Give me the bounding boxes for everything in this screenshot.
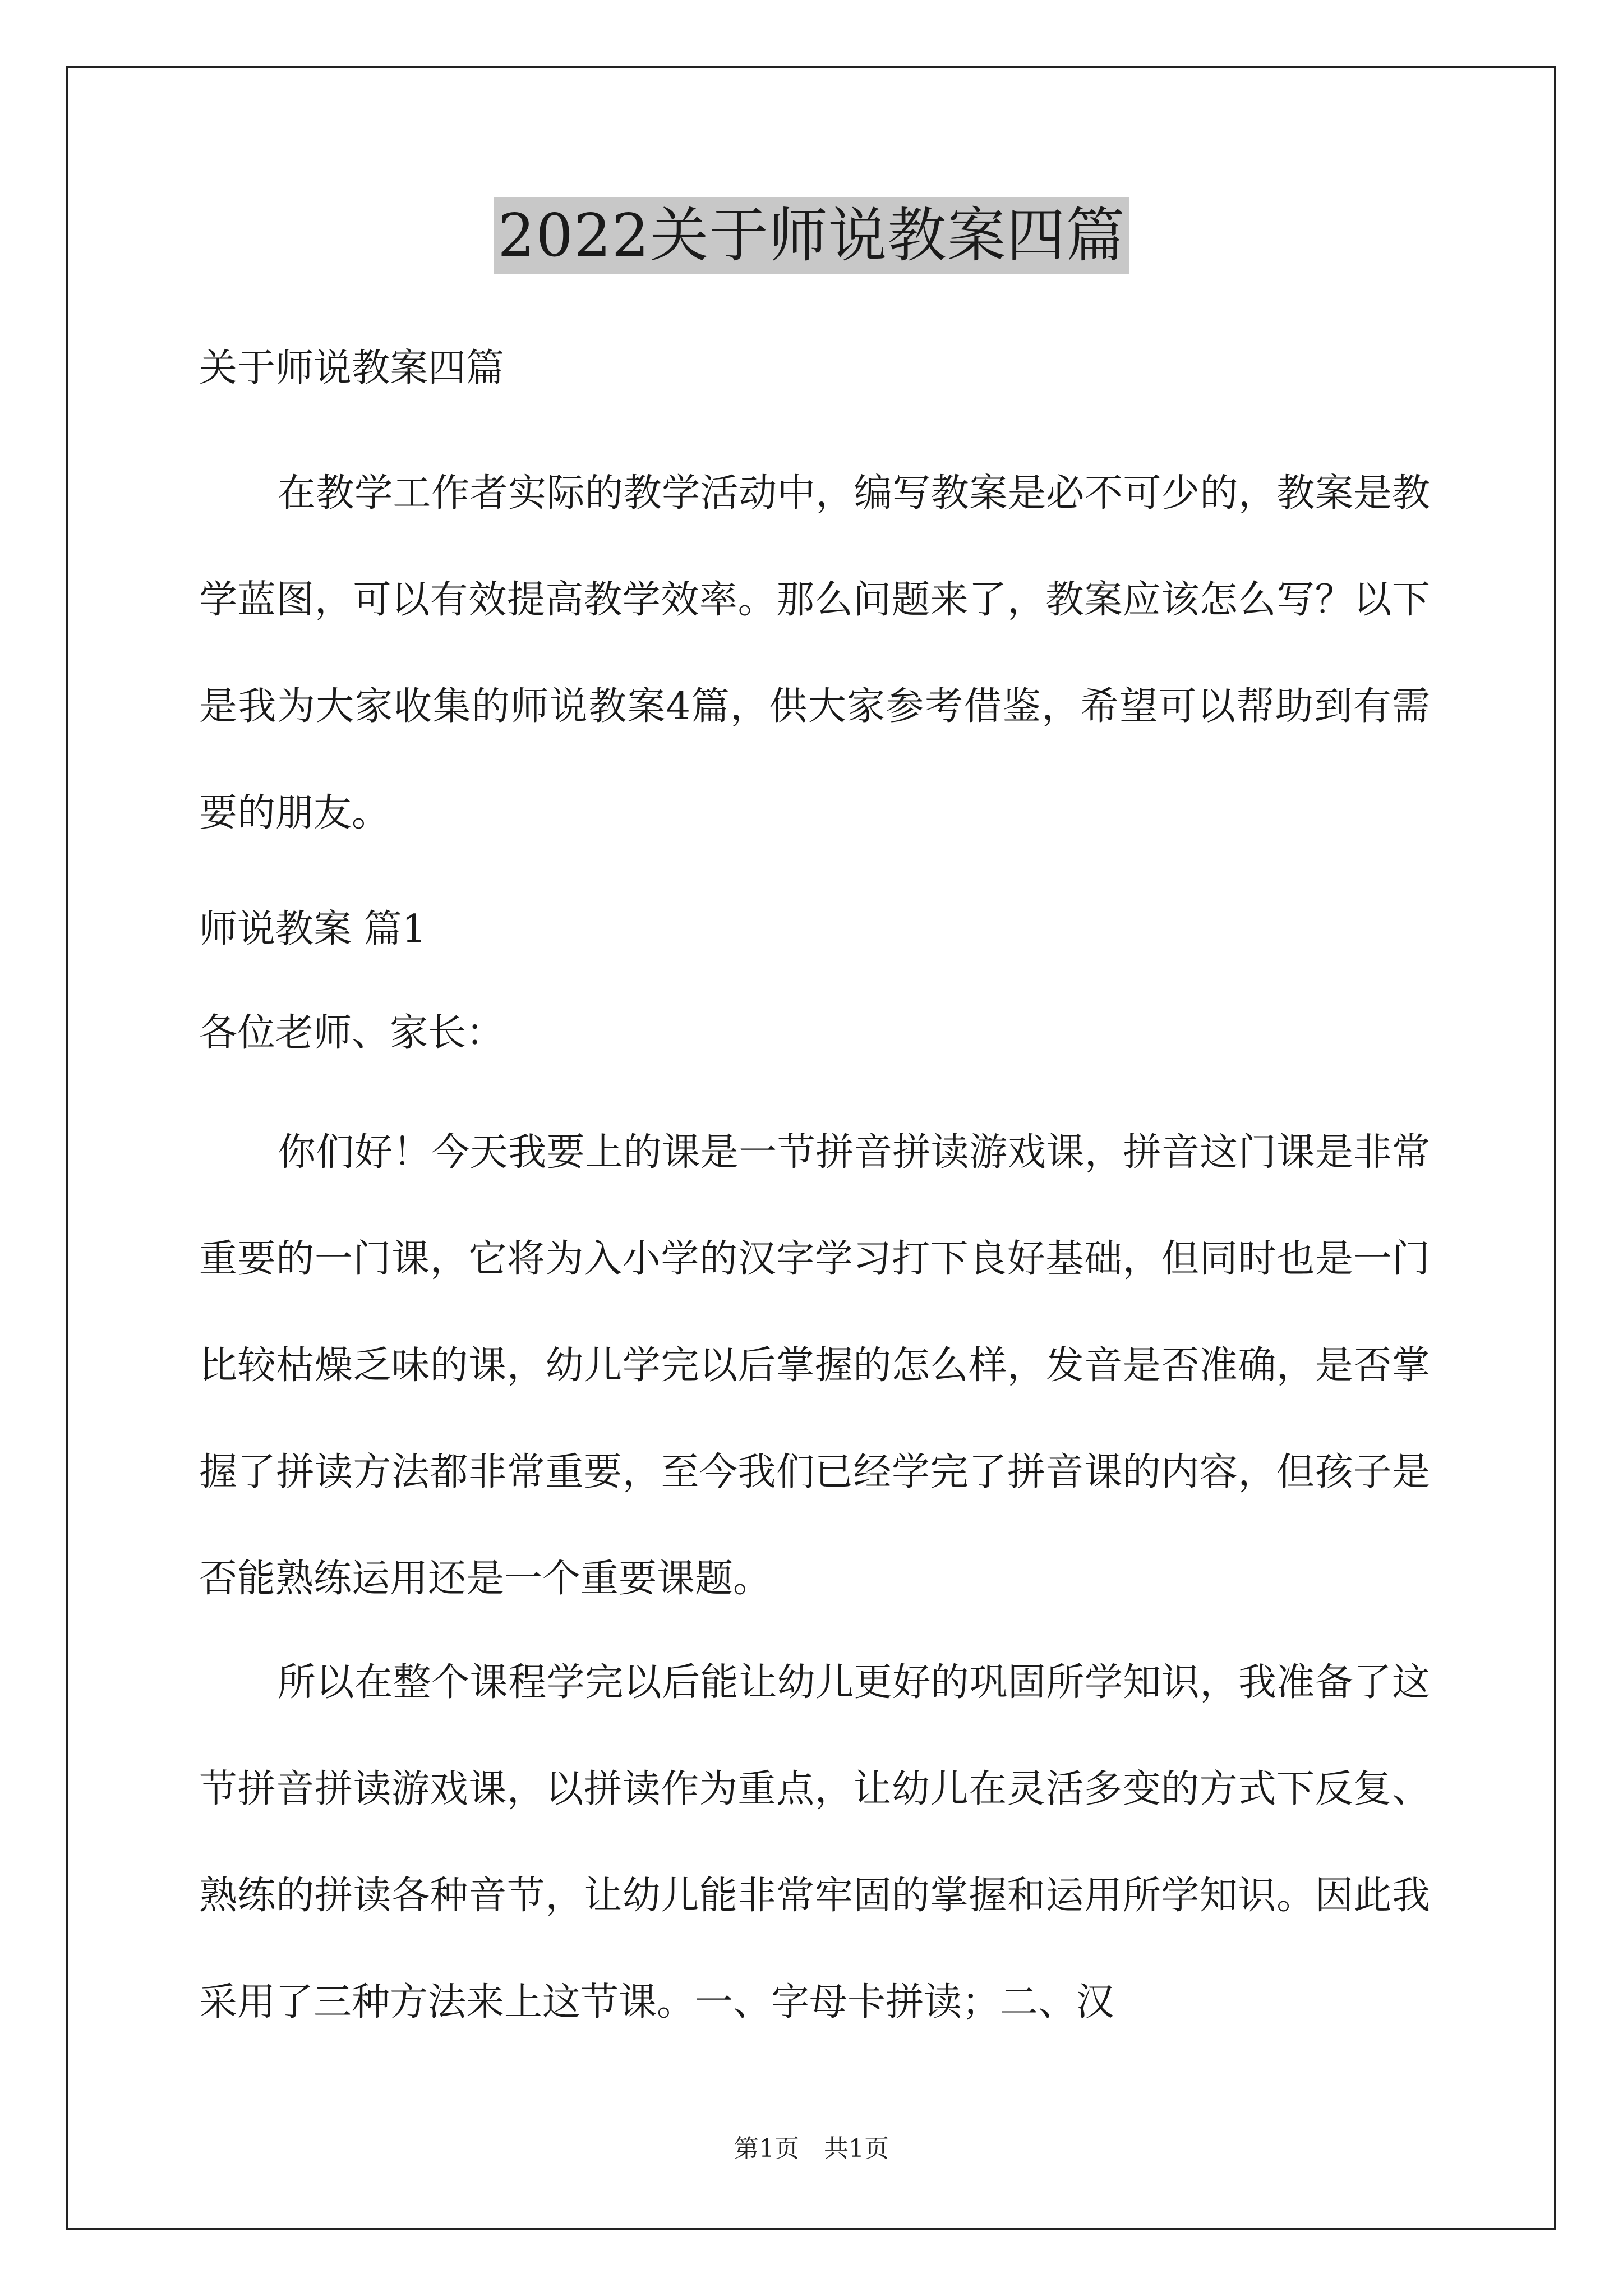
page-footer [0, 2128, 1623, 2164]
page-total: 共1页 [824, 2134, 889, 2163]
page-number: 第1页 [734, 2134, 799, 2163]
salutation: 各位老师、家长： [199, 1011, 505, 1055]
document-title: 2022关于师说教案四篇 [494, 197, 1128, 274]
document-subtitle: 关于师说教案四篇 [199, 346, 505, 390]
title-container [0, 197, 1623, 274]
body-paragraph-2: 所以在整个课程学完以后能让幼儿更好的巩固所学知识，我准备了这节拼音拼读游戏课，以拼读作为重点，让幼儿在灵活多变的方式下反复、熟练的拼读各种音节，让幼儿能非常牢固的掌握和运用所学知识。因此我采用了三种方法来上这节课。一、字母卡拼读；二、汉 [199, 1660, 1430, 2024]
body-paragraph-1: 你们好！今天我要上的课是一节拼音拼读游戏课，拼音这门课是非常重要的一门课，它将为入小学的汉字学习打下良好基础，但同时也是一门比较枯燥乏味的课，幼儿学完以后掌握的怎么样，发音是否准确，是否掌握了拼读方法都非常重要，至今我们已经学完了拼音课的内容，但孩子是否能熟练运用还是一个重要课题。 [199, 1130, 1430, 1601]
intro-paragraph: 在教学工作者实际的教学活动中，编写教案是必不可少的，教案是教学蓝图，可以有效提高教学效率。那么问题来了，教案应该怎么写？以下是我为大家收集的师说教案4篇，供大家参考借鉴，希望可以帮助到有需要的朋友。 [199, 471, 1430, 835]
section-heading: 师说教案 篇1 [199, 907, 426, 951]
